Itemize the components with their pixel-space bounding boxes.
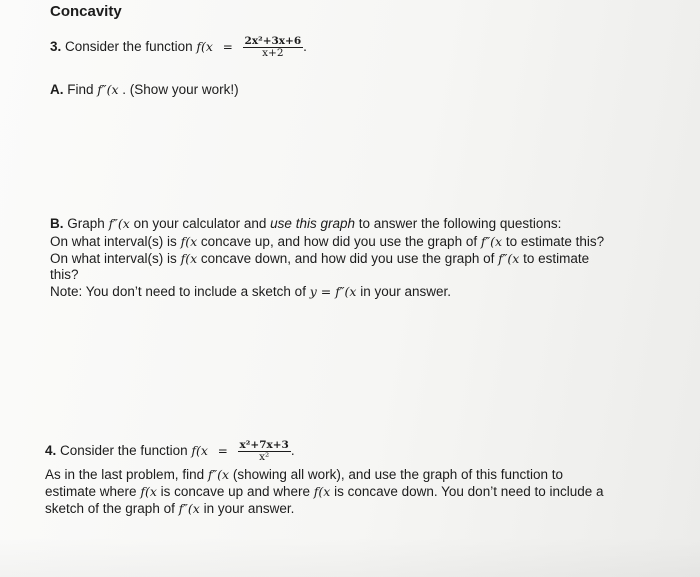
q3b-line-3	[50, 251, 589, 266]
q3b-note	[50, 284, 451, 299]
q3b-l1-emphasis: use this graph	[270, 216, 355, 231]
q4-l3-fpp: f″(x	[178, 501, 200, 516]
q4-numerator: x²+7x+3	[239, 439, 289, 451]
q3b-l2-text: On what interval(s) is	[50, 234, 177, 249]
q3a-fpp: f″(x	[97, 82, 119, 97]
q4-period: .	[290, 443, 295, 459]
q3b-l3-fx: f(x	[180, 251, 198, 266]
q4-l3-text: sketch of the graph of	[45, 501, 175, 516]
q4-l1-text: As in the last problem, find	[45, 467, 205, 482]
q3b-line-4: this?	[50, 267, 79, 282]
q4-intro: Consider the function	[60, 443, 188, 459]
q3b-note-text: Note: You don’t need to include a sketch of	[50, 284, 306, 299]
q3b-note-text2: in your answer.	[360, 284, 451, 299]
q3b-note-eq: y = f″(x	[309, 284, 357, 299]
q3b-l1-fpp: f″(x	[108, 216, 130, 231]
q4-fraction	[238, 440, 291, 463]
q4-l3-text2: in your answer.	[203, 501, 295, 516]
page-shadow	[0, 537, 700, 577]
q3-numerator: 2x²+3x+6	[244, 35, 302, 47]
q3b-l3-fpp: f″(x	[498, 251, 520, 266]
q3a-rest: . (Show your work!)	[122, 82, 239, 97]
q4-line-2	[45, 484, 604, 499]
q3-intro: Consider the function	[65, 39, 193, 55]
page-title: Concavity	[50, 3, 122, 20]
q3b-l3-text2: concave down, and how did you use the graph of	[200, 251, 495, 266]
q3b-line-1	[50, 216, 561, 231]
q3b-l2-fpp: f″(x	[480, 234, 503, 249]
q3b-l2-fx: f(x	[180, 234, 198, 249]
q3-part-a	[50, 82, 239, 97]
q3b-l1-text3: to answer the following questions:	[358, 216, 562, 231]
q3b-l1-text2: on your calculator and	[133, 216, 267, 231]
q3b-l1-text: Graph	[67, 216, 105, 231]
q4-denominator: x²	[259, 451, 270, 464]
q3-fraction	[243, 36, 304, 59]
q4-l1-fpp: f″(x	[207, 467, 230, 482]
q4-l2-fx2: f(x	[313, 484, 331, 499]
q4-statement	[45, 440, 295, 463]
q3-number: 3.	[50, 39, 62, 55]
q3-equals: =	[222, 40, 233, 55]
q3a-label: A.	[50, 82, 64, 97]
q3-denominator: x+2	[262, 47, 284, 60]
q4-line-3	[45, 501, 294, 516]
q4-number: 4.	[45, 443, 57, 459]
q3b-l2-text3: to estimate this?	[505, 234, 605, 249]
q3-statement	[50, 36, 307, 59]
q4-l2-text3: is concave down. You don’t need to include a	[334, 484, 604, 499]
q4-equals: =	[217, 444, 228, 459]
q3b-label: B.	[50, 216, 64, 231]
q4-l2-text2: is concave up and where	[160, 484, 310, 499]
q4-l2-text: estimate where	[45, 484, 137, 499]
q3b-l3-text: On what interval(s) is	[50, 251, 177, 266]
q4-line-1	[45, 467, 563, 482]
q4-l2-fx: f(x	[140, 484, 157, 499]
q4-function-name: f(x	[191, 443, 208, 459]
q3b-line-2	[50, 234, 604, 249]
q3-function-name: f(x	[196, 39, 213, 55]
q3b-l2-text2: concave up, and how did you use the graph of	[200, 234, 478, 249]
q4-l1-text2: (showing all work), and use the graph of this function to	[232, 467, 564, 482]
q3a-find: Find	[67, 82, 94, 97]
q3-period: .	[303, 39, 307, 55]
q3b-l3-text3: to estimate	[523, 251, 590, 266]
